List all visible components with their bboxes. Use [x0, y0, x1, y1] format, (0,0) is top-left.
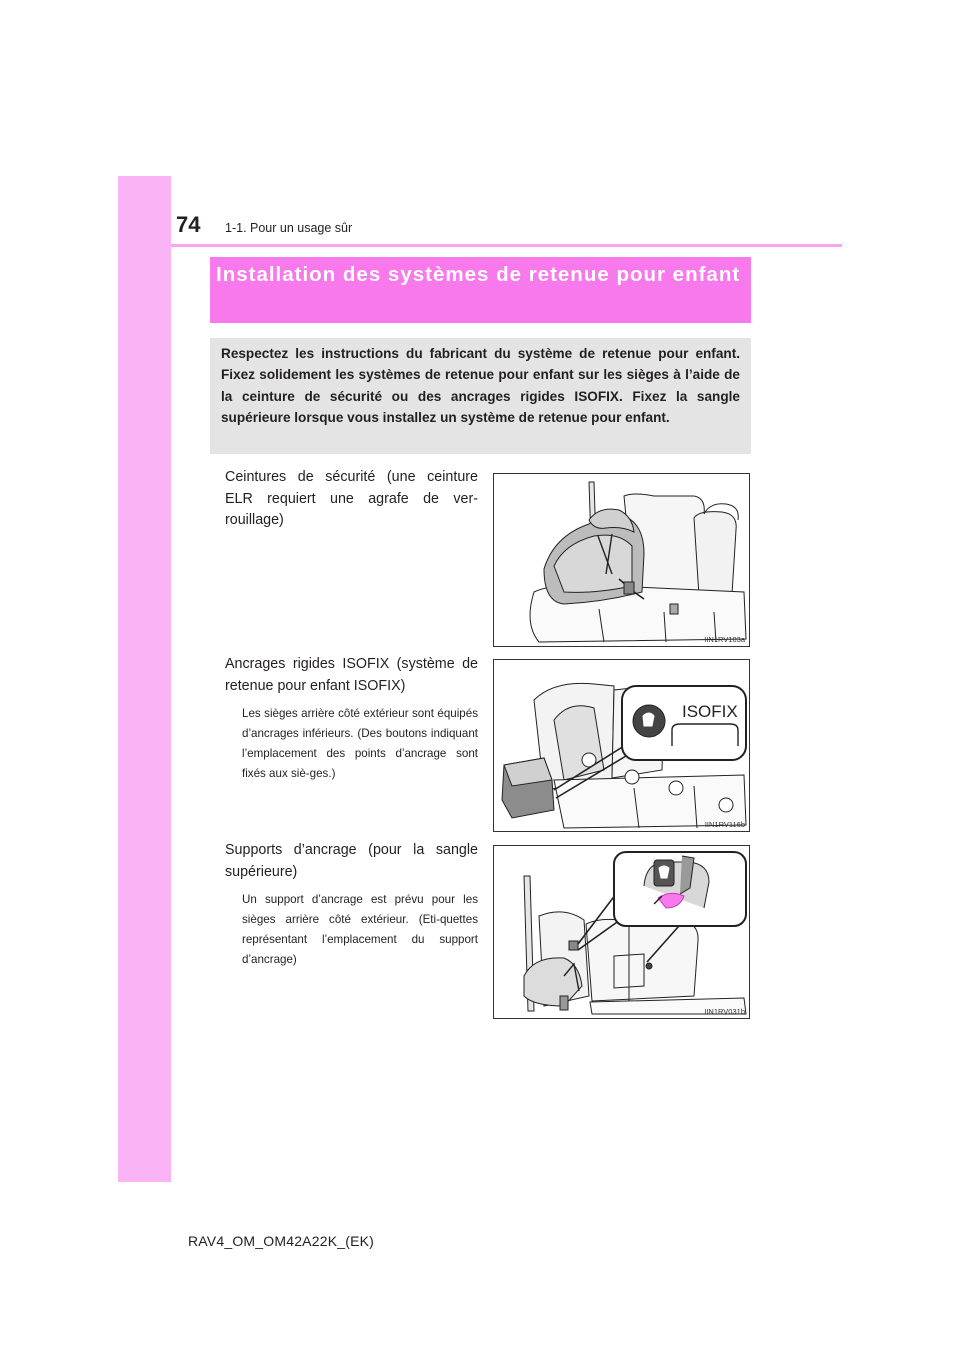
figure-anchor-brackets	[493, 845, 750, 1019]
item-title: Ancrages rigides ISOFIX (système de retenue pour enfant ISOFIX)	[225, 656, 478, 694]
isofix-label: ISOFIX	[682, 702, 738, 721]
item-title: Supports d’ancrage (pour la sangle supérieure)	[225, 842, 478, 880]
isofix-illustration	[494, 660, 749, 831]
item-description: Les sièges arrière côté extérieur sont équipés d’ancrages inférieurs. (Des boutons indiquant l’emplacement des points d’ancrage sont fixés aux siè-ges.)	[242, 707, 478, 781]
figure-seat-belt-installation	[493, 473, 750, 647]
section-title: Installation des systèmes de retenue pour enfant	[210, 257, 751, 323]
section-label: 1-1. Pour un usage sûr	[225, 221, 353, 235]
item-anchor-brackets	[225, 840, 478, 970]
item-title: Ceintures de sécurité (une ceinture ELR requiert une agrafe de ver-rouillage)	[225, 469, 478, 529]
item-seat-belts	[225, 467, 478, 532]
page-number: 74	[176, 212, 201, 237]
figure-code: IIN1RV031b	[704, 1007, 745, 1016]
figure-code: IIN1RV116b	[704, 820, 745, 829]
intro-text: Respectez les instructions du fabricant du système de retenue pour enfant. Fixez solidement les systèmes de retenue pour enfant sur les sièges à l’aide de la ceinture de sécurité ou des ancrages rigides ISOFIX. Fixez la sangle supérieure lorsque vous installez un système de retenue pour enfant.	[210, 338, 751, 454]
figure-isofix-anchors	[493, 659, 750, 832]
chapter-side-tab	[118, 176, 171, 1182]
header-rule	[171, 244, 842, 247]
item-isofix-anchors	[225, 654, 478, 784]
anchor-bracket-illustration	[494, 846, 749, 1018]
seat-belt-illustration	[494, 474, 749, 646]
item-description: Un support d’ancrage est prévu pour les sièges arrière côté extérieur. (Eti-quettes représentant l’emplacement du support d’ancrage)	[242, 893, 478, 967]
figure-code: IIN1RV103a	[704, 635, 745, 644]
document-code: RAV4_OM_OM42A22K_(EK)	[188, 1233, 375, 1249]
